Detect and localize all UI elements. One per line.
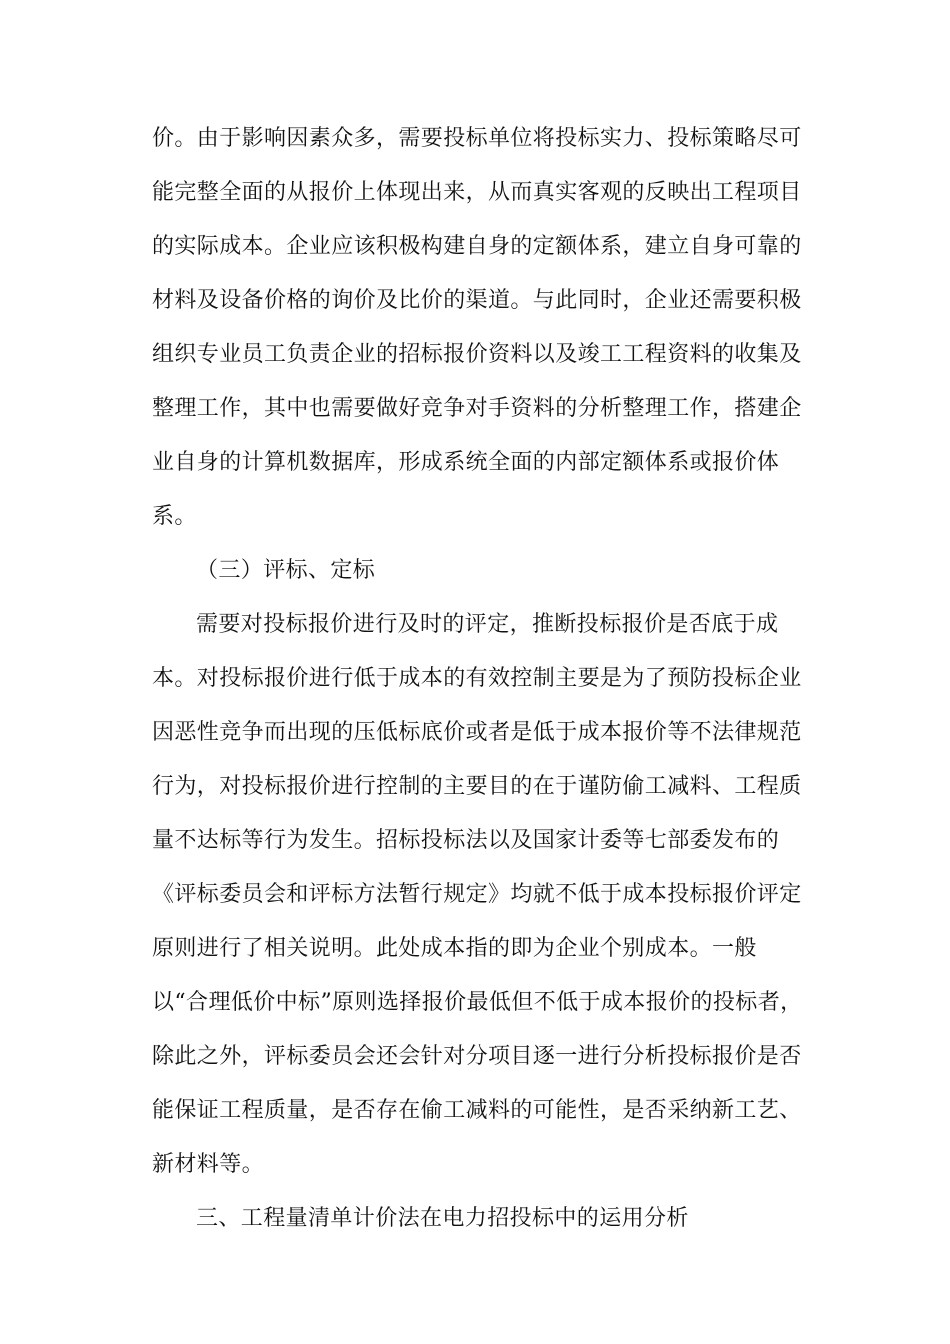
- subsection-heading: （三）评标、定标: [196, 558, 376, 583]
- paragraph-line: 需要对投标报价进行及时的评定，推断投标报价是否底于成: [196, 612, 779, 637]
- paragraph-line: 整理工作，其中也需要做好竞争对手资料的分析整理工作，搭建企: [152, 396, 802, 421]
- paragraph-line: 价。由于影响因素众多，需要投标单位将投标实力、投标策略尽可: [152, 126, 802, 151]
- paragraph-line: 新材料等。: [152, 1152, 265, 1177]
- paragraph-line: 能完整全面的从报价上体现出来，从而真实客观的反映出工程项目: [152, 180, 802, 205]
- paragraph-line: 以“合理低价中标”原则选择报价最低但不低于成本报价的投标者，: [152, 990, 803, 1015]
- paragraph-line: 组织专业员工负责企业的招标报价资料以及竣工工程资料的收集及: [152, 342, 802, 367]
- paragraph-line: 系。: [152, 504, 197, 529]
- paragraph-line: 业自身的计算机数据库，形成系统全面的内部定额体系或报价体: [152, 450, 780, 475]
- paragraph-line: 的实际成本。企业应该积极构建自身的定额体系，建立自身可靠的: [152, 234, 802, 259]
- paragraph-line: 行为，对投标报价进行控制的主要目的在于谨防偷工减料、工程质: [152, 774, 802, 799]
- paragraph-line: 除此之外，评标委员会还会针对分项目逐一进行分析投标报价是否: [152, 1044, 802, 1069]
- paragraph-line: 量不达标等行为发生。招标投标法以及国家计委等七部委发布的: [152, 828, 780, 853]
- section-heading: 三、工程量清单计价法在电力招投标中的运用分析: [196, 1206, 689, 1231]
- paragraph-line: 材料及设备价格的询价及比价的渠道。与此同时，企业还需要积极: [152, 288, 802, 313]
- paragraph-line: 本。对投标报价进行低于成本的有效控制主要是为了预防投标企业: [152, 666, 802, 691]
- paragraph-line: 《评标委员会和评标方法暂行规定》均就不低于成本投标报价评定: [152, 882, 802, 907]
- paragraph-line: 能保证工程质量，是否存在偷工减料的可能性，是否采纳新工艺、: [152, 1098, 802, 1123]
- paragraph-line: 因恶性竞争而出现的压低标底价或者是低于成本报价等不法律规范: [152, 720, 802, 745]
- paragraph-line: 原则进行了相关说明。此处成本指的即为企业个别成本。一般: [152, 936, 757, 961]
